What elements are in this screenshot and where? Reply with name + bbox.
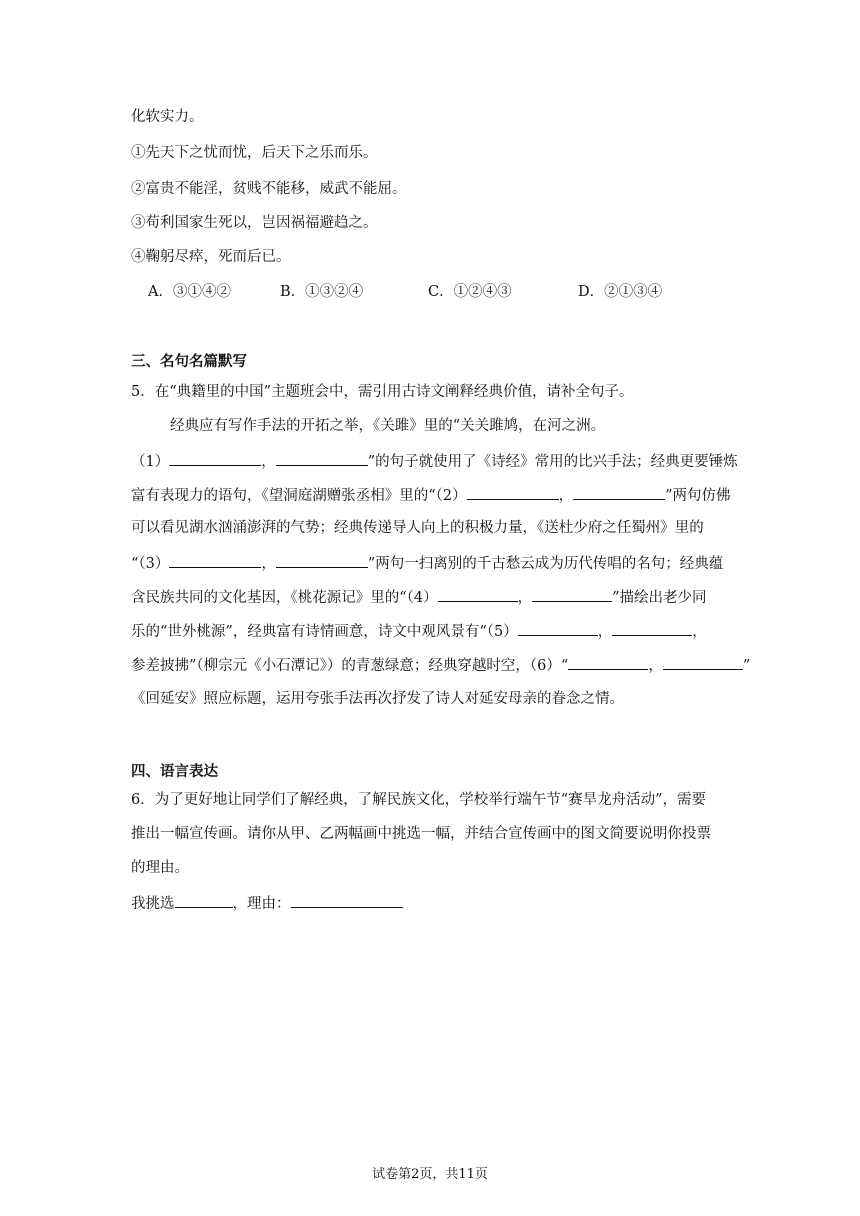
q5-para-line-5 (131, 553, 723, 574)
q5-text: ”的句子就使用了《诗经》常用的比兴手法；经典更要锤炼 (367, 454, 738, 470)
q5-text: 富有表现力的语句，《望洞庭湖赠张丞相》里的“（2） (131, 488, 467, 504)
q5-para-line-1: 经典应有写作手法的开拓之举，《关雎》里的“关关雎鸠，在河之洲。 (170, 418, 606, 434)
q5-para-line-8 (131, 655, 750, 676)
q4-item-1: ①先天下之忧而忧，后天下之乐而乐。 (131, 145, 378, 161)
q4-item-2: ②富贵不能淫，贫贱不能移，威武不能屈。 (131, 181, 407, 197)
blank-label-1: （1） (131, 454, 170, 470)
comma: ， (261, 454, 276, 470)
q5-para-line-2 (131, 451, 738, 472)
q5-stem: 5．在“典籍里的中国”主题班会中，需引用古诗文阐释经典价值，请补全句子。 (131, 384, 634, 400)
blank-1a[interactable] (169, 451, 261, 466)
q5-text: 含民族共同的文化基因，《桃花源记》里的“（4） (131, 590, 438, 606)
q5-para-line-4: 可以看见湖水汹涌澎湃的气势；经典传递导人向上的积极力量，《送杜少府之任蜀州》里的 (131, 520, 704, 536)
q5-text: ”两句仿佛 (665, 488, 731, 504)
q6-line-2: 推出一幅宣传画。请你从甲、乙两幅画中挑选一幅，并结合宣传画中的图文简要说明你投票 (131, 826, 711, 842)
q5-para-line-7 (131, 621, 707, 642)
blank-4b[interactable] (532, 587, 612, 602)
q6-line-1: 6．为了更好地让同学们了解经典，了解民族文化，学校举行端午节“赛旱龙舟活动”，需要 (131, 792, 707, 808)
q5-text: ” (742, 658, 751, 674)
blank-2a[interactable] (467, 485, 559, 500)
blank-3b[interactable] (276, 553, 368, 568)
q6-line-3: 的理由。 (131, 860, 189, 876)
q5-text: ”两句一扫离别的千古愁云成为历代传唱的名句；经典蕴 (367, 556, 724, 572)
comma: ， (692, 624, 707, 640)
blank-2b[interactable] (573, 485, 665, 500)
comma: ， (558, 488, 574, 504)
blank-5a[interactable] (518, 621, 598, 636)
blank-6b[interactable] (663, 655, 743, 670)
comma: ， (648, 658, 663, 674)
q5-text: 乐的“世外桃源”，经典富有诗情画意，诗文中观风景有“（5） (131, 624, 518, 640)
blank-5b[interactable] (612, 621, 692, 636)
q4-option-a[interactable]: A．③①④② (148, 284, 231, 300)
q4-item-4: ④鞠躬尽瘁，死而后已。 (131, 249, 291, 265)
section-4-heading: 四、语言表达 (131, 764, 218, 780)
comma: ， (597, 624, 613, 640)
q5-para-line-6 (131, 587, 707, 608)
q4-option-c[interactable]: C．①②④③ (428, 284, 512, 300)
q4-option-d[interactable]: D．②①③④ (578, 284, 663, 300)
reason-blank[interactable] (291, 893, 403, 908)
q5-para-line-3 (131, 485, 731, 506)
q5-text: “（3） (131, 556, 170, 572)
answer-reason-label: ，理由： (232, 896, 291, 912)
blank-4a[interactable] (438, 587, 518, 602)
choice-blank[interactable] (175, 893, 233, 908)
q4-option-b[interactable]: B．①③②④ (280, 284, 364, 300)
q5-text: ”描绘出老少同 (612, 590, 707, 606)
q6-answer-line (131, 893, 403, 914)
q5-para-line-9: 《回延安》照应标题，运用夸张手法再次抒发了诗人对延安母亲的眷念之情。 (131, 691, 624, 707)
section-3-heading: 三、名句名篇默写 (131, 354, 247, 370)
q5-text: 参差披拂”（柳宗元《小石潭记》）的青葱绿意；经典穿越时空，（6）“ (131, 658, 569, 674)
q4-continuation: 化软实力。 (131, 109, 204, 125)
blank-3a[interactable] (169, 553, 261, 568)
page-footer: 试卷第2页，共11页 (372, 1167, 488, 1182)
q4-item-3: ③苟利国家生死以，岂因祸福避趋之。 (131, 215, 378, 231)
answer-prefix: 我挑选 (131, 896, 175, 912)
blank-6a[interactable] (568, 655, 648, 670)
blank-1b[interactable] (276, 451, 368, 466)
comma: ， (517, 590, 533, 606)
comma: ， (261, 556, 276, 572)
